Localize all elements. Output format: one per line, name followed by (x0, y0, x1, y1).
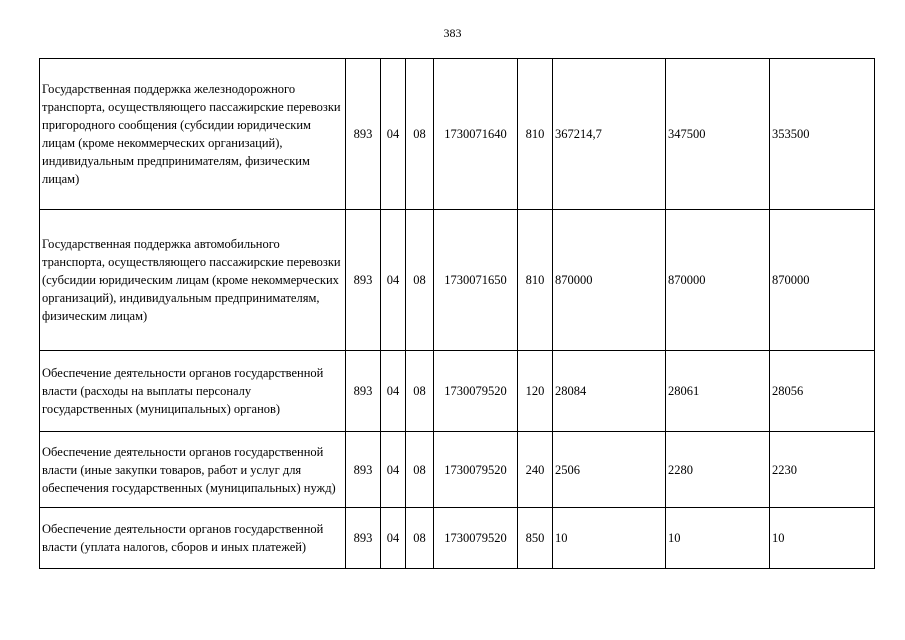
amount-year-2: 870000 (666, 210, 770, 351)
subsection-code: 08 (406, 351, 434, 432)
section-code: 04 (381, 508, 406, 569)
ministry-code: 893 (346, 210, 381, 351)
table-row (40, 432, 875, 508)
amount-year-3: 28056 (770, 351, 875, 432)
expense-type-code: 810 (518, 59, 553, 210)
ministry-code: 893 (346, 351, 381, 432)
amount-year-3: 10 (770, 508, 875, 569)
section-code: 04 (381, 59, 406, 210)
amount-year-2: 2280 (666, 432, 770, 508)
amount-year-2: 10 (666, 508, 770, 569)
table-row (40, 508, 875, 569)
subsection-code: 08 (406, 432, 434, 508)
ministry-code: 893 (346, 508, 381, 569)
amount-year-1: 2506 (553, 432, 666, 508)
table-row (40, 351, 875, 432)
subsection-code: 08 (406, 210, 434, 351)
subsection-code: 08 (406, 508, 434, 569)
amount-year-2: 28061 (666, 351, 770, 432)
section-code: 04 (381, 432, 406, 508)
amount-year-3: 870000 (770, 210, 875, 351)
row-description: Государственная поддержка железнодорожного транспорта, осуществляющего пассажирские перевозки пригородного сообщения (субсидии юридическим лицам (кроме некоммерческих организаций), индивидуальным предпринимателям, физическим лицам) (40, 59, 346, 210)
target-article-code: 1730079520 (434, 351, 518, 432)
target-article-code: 1730079520 (434, 508, 518, 569)
amount-year-1: 367214,7 (553, 59, 666, 210)
expense-type-code: 240 (518, 432, 553, 508)
row-description: Обеспечение деятельности органов государственной власти (расходы на выплаты персоналу государственных (муниципальных) органов) (40, 351, 346, 432)
section-code: 04 (381, 351, 406, 432)
row-description: Обеспечение деятельности органов государственной власти (иные закупки товаров, работ и услуг для обеспечения государственных (муниципальных) нужд) (40, 432, 346, 508)
expense-type-code: 810 (518, 210, 553, 351)
amount-year-3: 2230 (770, 432, 875, 508)
ministry-code: 893 (346, 432, 381, 508)
row-description: Государственная поддержка автомобильного транспорта, осуществляющего пассажирские перевозки (субсидии юридическим лицам (кроме некоммерческих организаций), индивидуальным предпринимателям, физическим лицам) (40, 210, 346, 351)
amount-year-1: 10 (553, 508, 666, 569)
budget-table (39, 58, 875, 569)
expense-type-code: 120 (518, 351, 553, 432)
amount-year-2: 347500 (666, 59, 770, 210)
target-article-code: 1730071650 (434, 210, 518, 351)
amount-year-3: 353500 (770, 59, 875, 210)
amount-year-1: 870000 (553, 210, 666, 351)
table-row (40, 210, 875, 351)
amount-year-1: 28084 (553, 351, 666, 432)
row-description: Обеспечение деятельности органов государственной власти (уплата налогов, сборов и иных платежей) (40, 508, 346, 569)
table-row (40, 59, 875, 210)
section-code: 04 (381, 210, 406, 351)
page-number: 383 (443, 26, 462, 40)
expense-type-code: 850 (518, 508, 553, 569)
ministry-code: 893 (346, 59, 381, 210)
target-article-code: 1730079520 (434, 432, 518, 508)
target-article-code: 1730071640 (434, 59, 518, 210)
subsection-code: 08 (406, 59, 434, 210)
